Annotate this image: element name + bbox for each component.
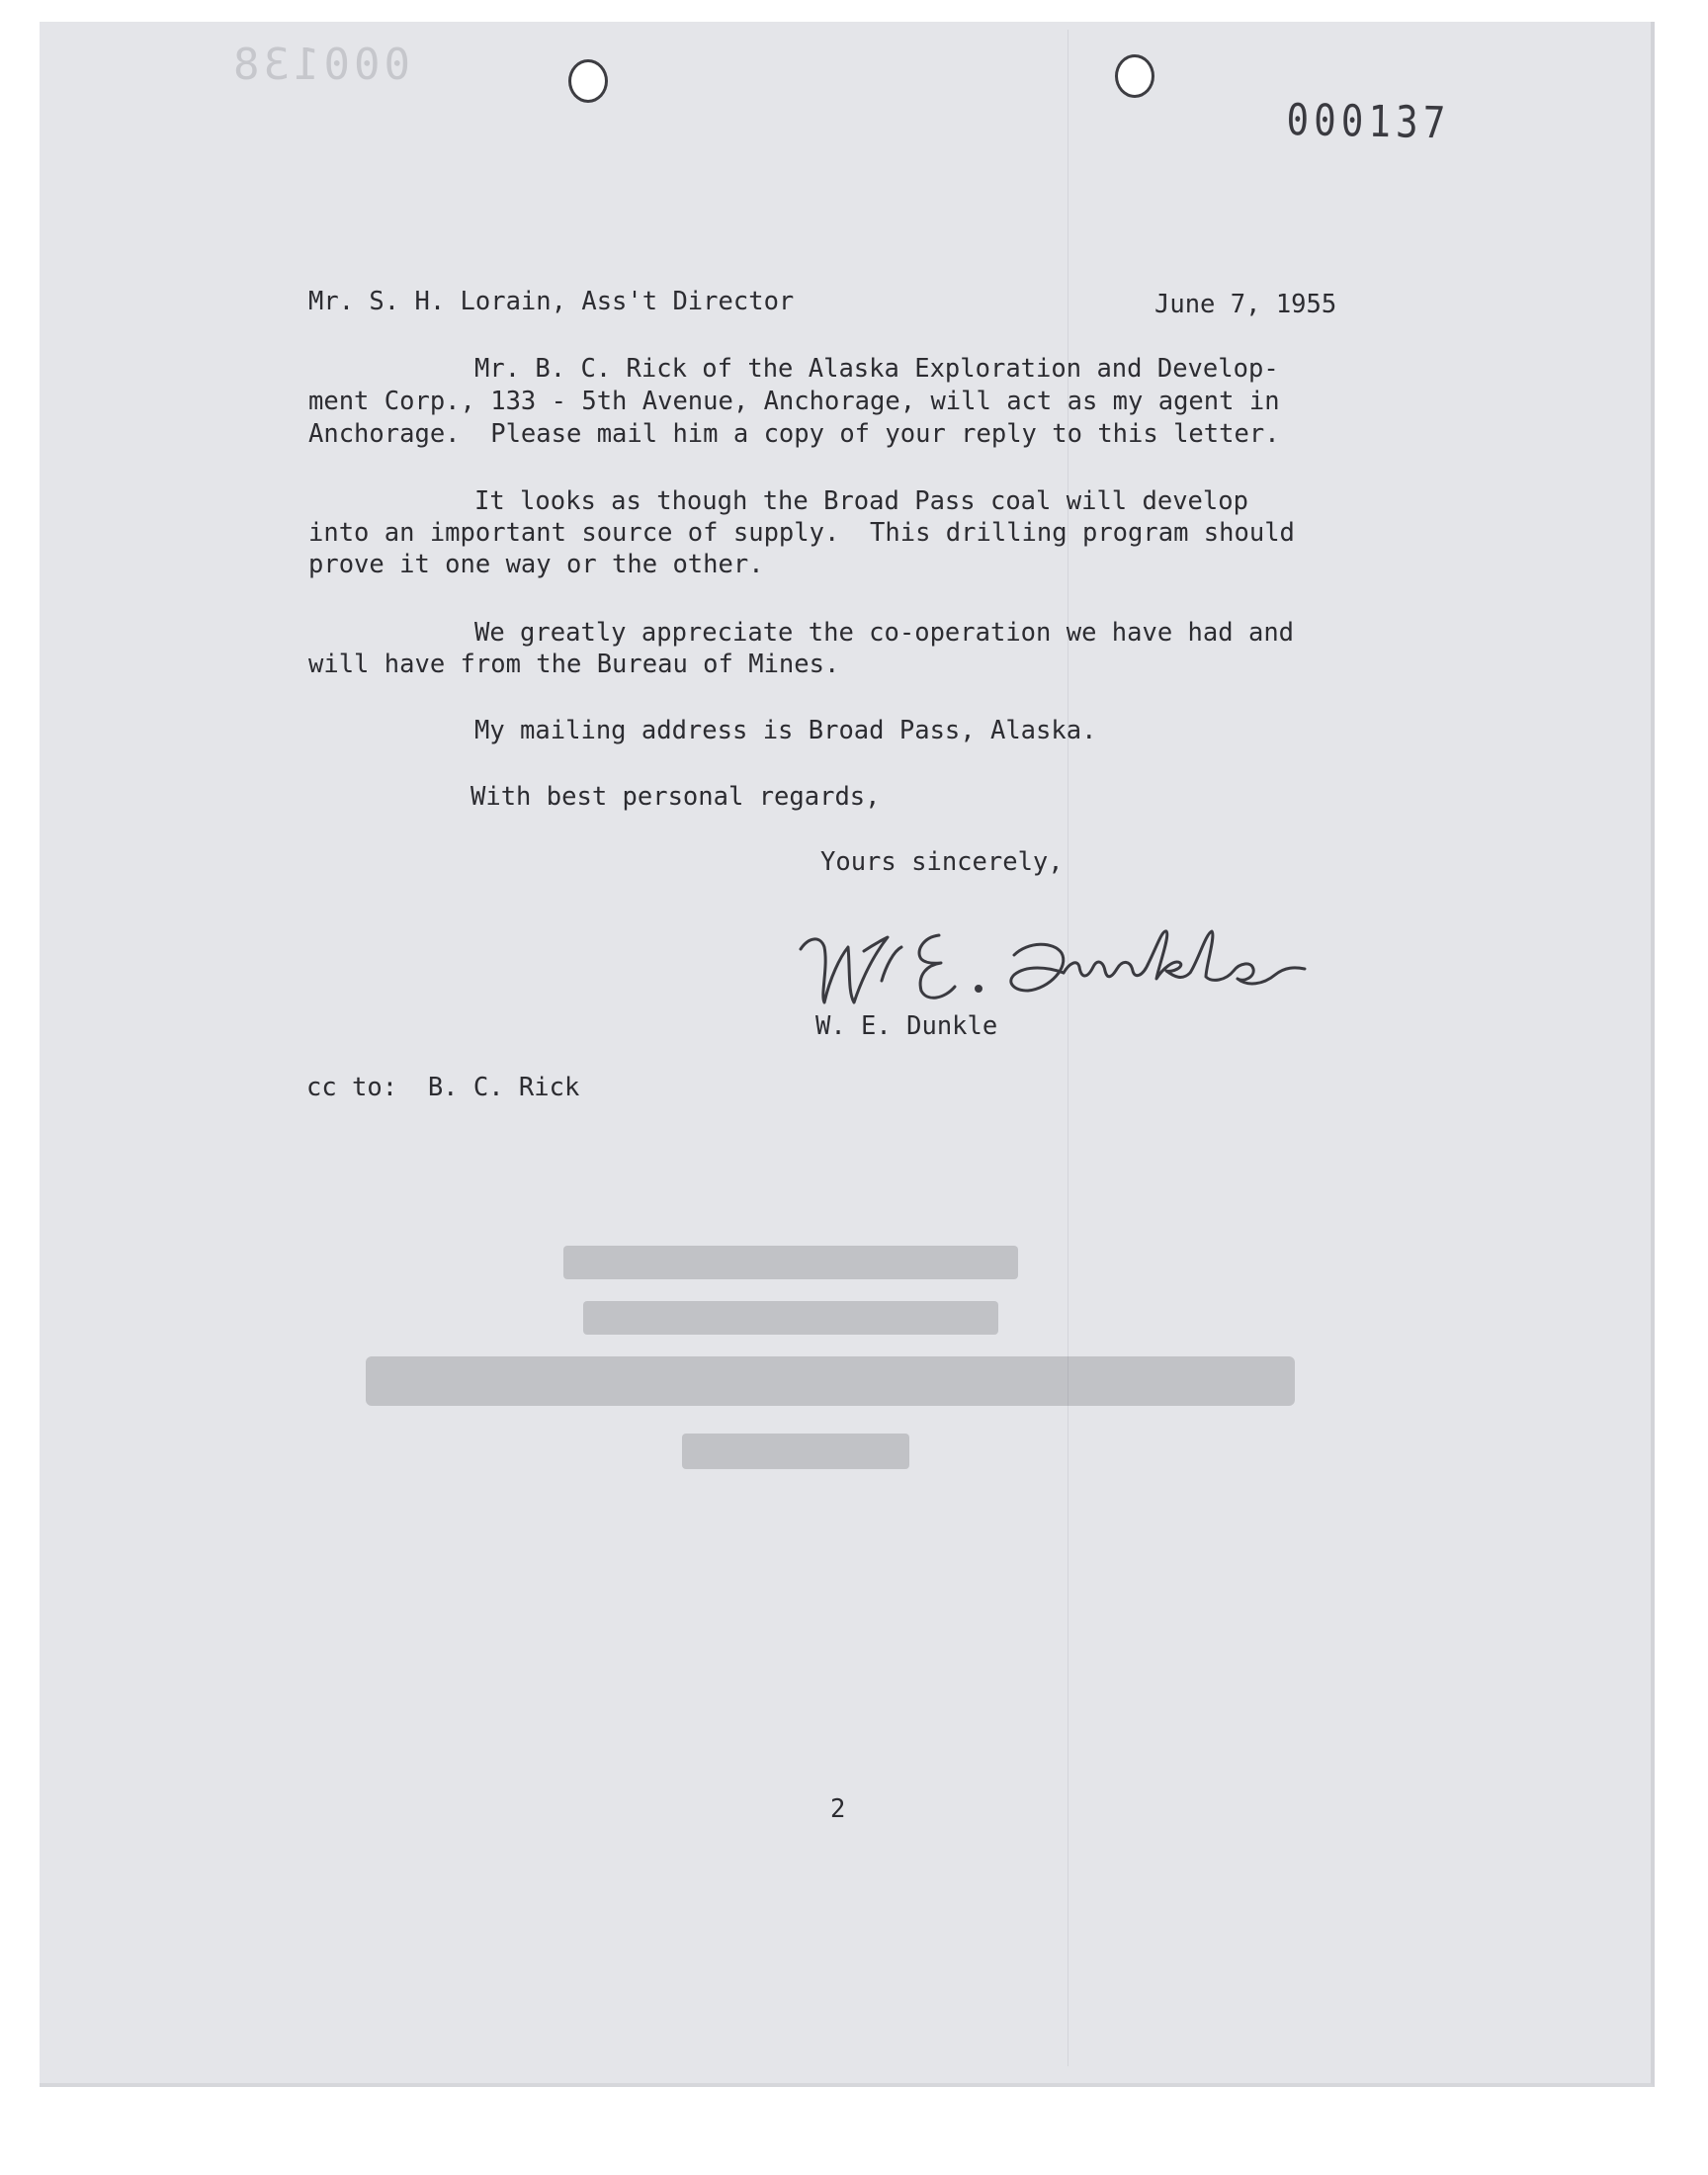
show-through-stamp	[356, 1236, 1344, 1532]
paragraph-1-line-1: Mr. B. C. Rick of the Alaska Exploration and Develop-	[474, 354, 1279, 384]
addressee-line: Mr. S. H. Lorain, Ass't Director	[308, 287, 795, 316]
paragraph-5-line-1: With best personal regards,	[470, 782, 881, 812]
ghost-archive-number: 000138	[229, 40, 410, 90]
cc-line: cc to: B. C. Rick	[306, 1073, 580, 1102]
punch-hole-right	[1115, 54, 1154, 98]
paragraph-3-line-1: We greatly appreciate the co-operation we have had and	[474, 618, 1295, 648]
paragraph-2-line-3: prove it one way or the other.	[308, 550, 764, 579]
paragraph-1-line-3: Anchorage. Please mail him a copy of your reply to this letter.	[308, 419, 1280, 449]
paragraph-4-line-1: My mailing address is Broad Pass, Alaska.	[474, 716, 1097, 745]
letter-date: June 7, 1955	[1154, 290, 1337, 319]
handwritten-signature	[791, 908, 1384, 1016]
archive-number-stamp: 000137	[1286, 95, 1451, 149]
punch-hole-left	[568, 59, 608, 103]
closing-line: Yours sincerely,	[820, 847, 1064, 877]
paper-sheet	[40, 22, 1655, 2087]
signer-name: W. E. Dunkle	[815, 1011, 998, 1041]
paragraph-2-line-1: It looks as though the Broad Pass coal will develop	[474, 486, 1248, 516]
page-number: 2	[830, 1794, 846, 1824]
paragraph-1-line-2: ment Corp., 133 - 5th Avenue, Anchorage, will act as my agent in	[308, 387, 1280, 416]
paragraph-2-line-2: into an important source of supply. This drilling program should	[308, 518, 1295, 548]
paragraph-3-line-2: will have from the Bureau of Mines.	[308, 650, 840, 679]
